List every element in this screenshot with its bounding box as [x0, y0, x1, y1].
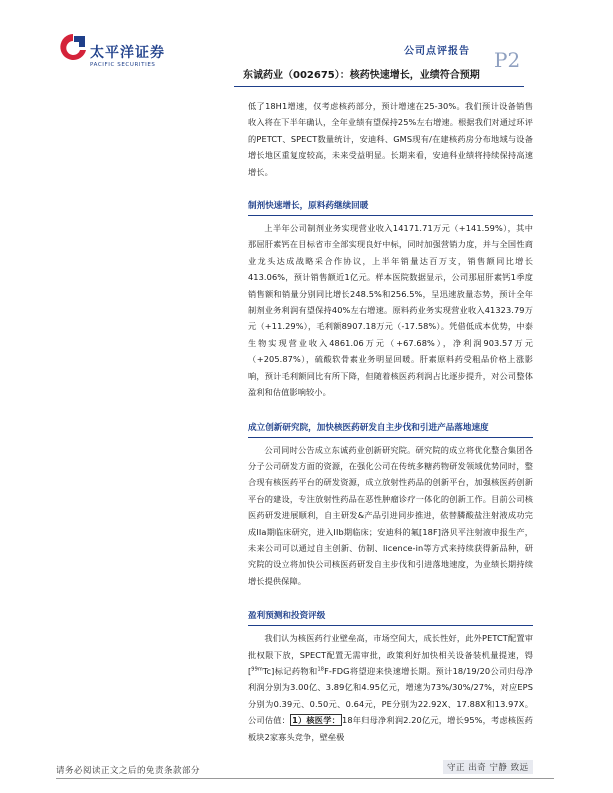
footer-motto: 守正 出奇 宁静 致远	[443, 760, 533, 774]
footer-disclaimer: 请务必阅读正文之后的免责条款部分	[56, 766, 201, 776]
logo-emblem-icon	[58, 32, 88, 66]
section-heading-forecast: 盈利预测和投资评级	[248, 609, 533, 626]
section-paragraph-research-institute: 公司同时公告成立东诚药业创新研究院。研究院的成立将优化整合集团各分子公司研发方面的资源，在强化公司在传统多糖药物研发领域优势同时，整合现有核医药平台的研发资源，成立放射性药品的创新平台，加强核医药创新平台的建设，专注放射性药品在恶性肿瘤诊疗一体化的创新工作。目前公司核医药研发进展顺利，自主研发&产品引进同步推进，依替膦酸盐注射液成功完成IIa期临床研究，进入IIb期临床；安迪科的氟[18F]洛贝平注射液申报生产，未来公司可以通过自主创新、仿制、licence-in等方式来持续获得新品种，研究院的设立将加快公司核医药研发自主步伐和引进落地速度，为业绩长期持续增长提供保障。	[248, 444, 533, 586]
company-logo	[58, 32, 178, 76]
section-paragraph-formulation: 上半年公司制剂业务实现营业收入14171.71万元（+141.59%），其中那屈肝素钙在目标省市全部实现良好中标，同时加强营销力度，并与全国性商业龙头达成战略采合作协议，上半年销量达百万支，销售额同比增长413.06%，预计销售额近1亿元。样本医院数据显示，公司那屈肝素钙1季度销售额和销量分别同比增长248.5%和256.5%，呈迅速放量态势，预计全年制剂业务利润有望保持40%左右增速。原料药业务实现营业收入41323.79万元（+11.29%），毛利额8907.18万元（-17.58%）。凭借低成本优势，中泰生物实现营业收入4861.06万元（+67.68%），净利润903.57万元（+205.87%），硫酸软骨素业务明显回暖。肝素原料药受粗品价格上涨影响，预计毛利额同比有所下降，但随着核医药利润占比逐步提升，对公司整体盈利和估值影响较小。	[248, 223, 533, 398]
logo-chinese-name: 太平洋证券	[90, 45, 165, 61]
page-number: P2	[494, 48, 521, 72]
report-title: 东诚药业（002675）：核药快速增长，业绩符合预期	[243, 70, 480, 81]
section-heading-research-institute: 成立创新研究院，加快核医药研发自主步伐和引进产品落地速度	[248, 421, 533, 438]
intro-paragraph: 低了18H1增速，仅考虑核药部分，预计增速在25-30%。我们预计设备销售收入将在下半年确认，全年业绩有望保持25%左右增速。根据我们对通过环评的PETCT、SPECT数量统计，安迪科、GMS现有/在建核药房分布地域与设备增长地区重复度较高，未来受益明显。长期来看，安迪科业绩将持续保持高速增长。	[248, 101, 533, 177]
logo-english-name: PACIFIC SECURITIES	[90, 62, 156, 68]
nuclear-medicine-highlight: 1）核医学：	[292, 715, 341, 726]
section-heading-formulation: 制剂快速增长，原料药继续回暖	[248, 199, 533, 216]
main-content	[248, 98, 533, 745]
footer-divider	[56, 778, 554, 779]
section-paragraph-forecast: 我们认为核医药行业壁垒高，市场空间大，成长性好，此外PETCT配置审批权限下放，SPECT配置无需审批，政策利好加快相关设备装机量提速，锝[$^{99m}$Tc]标记药物和$^{18}$F-FDG将望迎来快速增长期。预计18/19/20公司归母净利润分别为3.00亿、3.89亿和4.95亿元，增速为73%/30%/27%，对应EPS分别为0.39元、0.50元、0.64元，PE分别为22.92X、17.88X和13.97X。公司估值： 1）核医学： 18年归母净利润2.20亿元，增长95%，考虑核医药板块2家寡头竞争，壁垒极	[248, 633, 533, 742]
report-type-label: 公司点评报告	[404, 46, 470, 57]
header-divider	[234, 86, 524, 87]
